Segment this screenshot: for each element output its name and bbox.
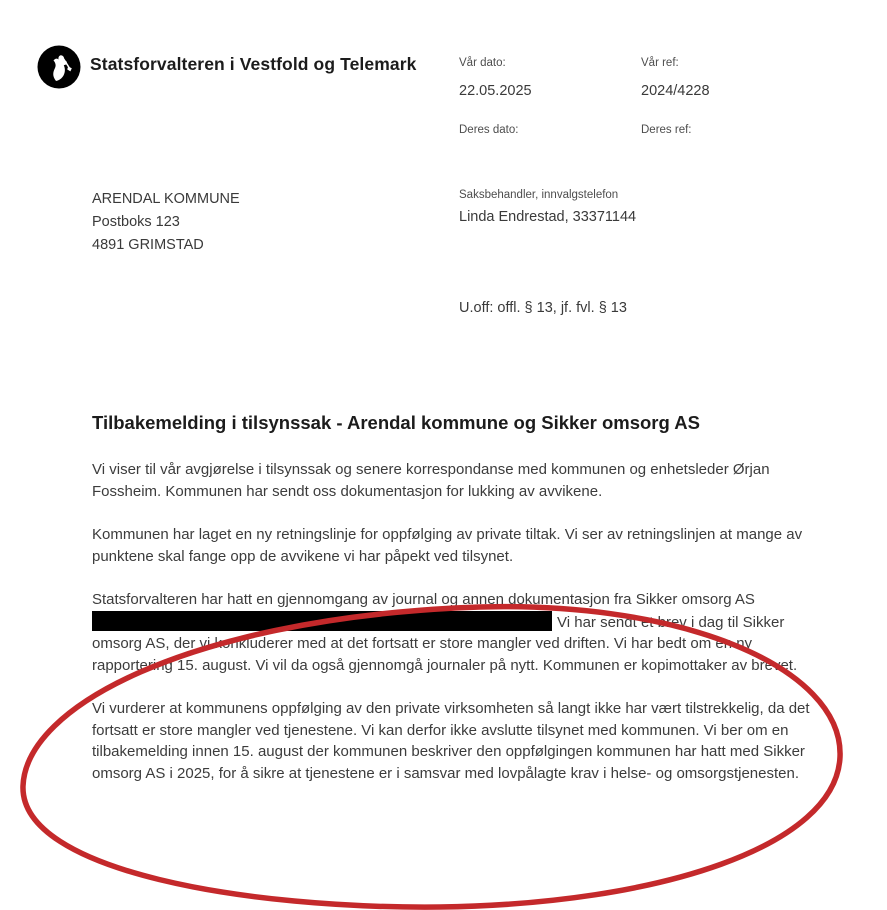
agency-name: Statsforvalteren i Vestfold og Telemark: [90, 54, 417, 74]
paragraph-4-circled: Vi vurderer at kommunens oppfølging av den private virksomheten så langt ikke har vært tilstrekkelig, da det fortsatt er store mangler ved tjenestene. Vi kan derfor ikke avslutte tilsynet med kommunen. Vi ber om en tilbakemelding innen 15. august der kommunen beskriver den oppfølgingen kommunen har hatt med Sikker omsorg AS i 2025, for å sikre at tjenestene er i samsvar med lovpålagte krav i helse- og omsorgstjenesten.: [92, 700, 810, 782]
paragraph-3-text-after-redaction: Vi har sendt et brev i dag til Sikker omsorg AS, der vi konkluderer med at det fortsatt er store mangler ved driften. Vi har bedt om en ny rapportering 15. august. Vi vil da også gjennomgå journaler på nytt. Kommunen er kopimottaker av brevet.: [92, 613, 798, 674]
paragraph-1: Vi viser til vår avgjørelse i tilsynssak og senere korrespondanse med kommunen og enhetsleder Ørjan Fossheim. Kommunen har sendt oss dokumentasjon for lukking av avvikene.: [92, 461, 770, 500]
letter-body: [92, 459, 825, 806]
var-ref-label: Vår ref:: [641, 57, 679, 69]
paragraph-3: [92, 589, 825, 676]
deres-dato-label: Deres dato:: [459, 124, 519, 136]
var-dato-value: 22.05.2025: [459, 83, 532, 99]
recipient-address-block: [92, 188, 240, 257]
confidentiality-note: U.off: offl. § 13, jf. fvl. § 13: [459, 300, 627, 316]
statsforvalteren-lion-emblem-icon: [37, 45, 81, 89]
paragraph-3-text-before-redaction: Statsforvalteren har hatt en gjennomgang av journal og annen dokumentasjon fra Sikker omsorg AS: [92, 591, 755, 608]
black-redaction-bar: [92, 611, 552, 631]
letter-title: Tilbakemelding i tilsynssak - Arendal kommune og Sikker omsorg AS: [92, 412, 700, 433]
recipient-address-line2: 4891 GRIMSTAD: [92, 237, 204, 253]
paragraph-2: Kommunen har laget en ny retningslinje for oppfølging av private tiltak. Vi ser av retningslinjen at mange av punktene skal fange opp de avvikene vi har påpekt ved tilsynet.: [92, 526, 803, 565]
saksbehandler-value: Linda Endrestad, 33371144: [459, 209, 637, 225]
var-dato-label: Vår dato:: [459, 57, 506, 69]
deres-ref-label: Deres ref:: [641, 124, 692, 136]
var-ref-value: 2024/4228: [641, 83, 710, 99]
recipient-name: ARENDAL KOMMUNE: [92, 191, 240, 207]
saksbehandler-label: Saksbehandler, innvalgstelefon: [459, 189, 619, 201]
recipient-address-line1: Postboks 123: [92, 214, 180, 230]
